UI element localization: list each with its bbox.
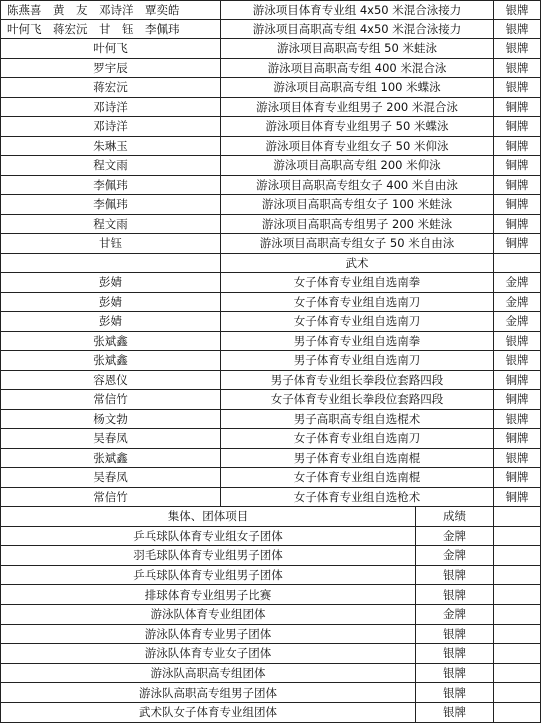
athlete-name: 邓诗洋 (0, 98, 221, 117)
empty-cell (494, 625, 541, 644)
medal: 金牌 (494, 293, 541, 312)
table-row (0, 39, 541, 59)
empty-cell (494, 566, 541, 585)
table-row (0, 59, 541, 79)
event-name: 男子高职高专组自选棍术 (221, 410, 494, 429)
empty-cell (494, 254, 541, 273)
event-name: 游泳项目高职高专组 100 米蝶泳 (221, 78, 494, 97)
medal: 银牌 (416, 683, 494, 702)
table-row (0, 176, 541, 196)
table-row (0, 195, 541, 215)
medal: 铜牌 (494, 488, 541, 507)
medal: 金牌 (494, 273, 541, 292)
athlete-name: 张斌鑫 (0, 332, 221, 351)
event-name: 游泳项目体育专业组女子 50 米仰泳 (221, 137, 494, 156)
table-row (0, 605, 541, 625)
empty-cell (494, 644, 541, 663)
medal: 银牌 (416, 703, 494, 722)
athlete-name: 彭婧 (0, 273, 221, 292)
athlete-name: 邓诗洋 (0, 117, 221, 136)
athlete-name: 彭婧 (0, 293, 221, 312)
team-event-name: 乒乓球队体育专业组男子团体 (0, 566, 416, 585)
medal: 银牌 (494, 410, 541, 429)
medal: 银牌 (494, 39, 541, 58)
event-name: 女子体育专业组自选南刀 (221, 312, 494, 331)
empty-cell (494, 507, 541, 526)
event-name: 男子体育专业组自选南棍 (221, 449, 494, 468)
athlete-name: 程文雨 (0, 156, 221, 175)
event-name: 游泳项目体育专业组男子 50 米蝶泳 (221, 117, 494, 136)
table-row (0, 273, 541, 293)
medal: 铜牌 (494, 98, 541, 117)
table-row (0, 312, 541, 332)
athlete-name: 常信竹 (0, 488, 221, 507)
table-row (0, 156, 541, 176)
table-row (0, 429, 541, 449)
table-row (0, 585, 541, 605)
event-name: 游泳项目高职高专组男子 200 米蛙泳 (221, 215, 494, 234)
event-name: 女子体育专业组自选南刀 (221, 293, 494, 312)
table-row (0, 664, 541, 684)
event-name: 女子体育专业组自选南棍 (221, 468, 494, 487)
empty-cell (494, 546, 541, 565)
event-name: 游泳项目高职高专组 4x50 米混合泳接力 (221, 20, 494, 39)
team-section-title: 集体、团体项目 (0, 507, 416, 526)
table-row (0, 332, 541, 352)
table-row (0, 98, 541, 118)
event-name: 女子体育专业组自选枪术 (221, 488, 494, 507)
event-name: 游泳项目高职高专组女子 400 米自由泳 (221, 176, 494, 195)
table-row (0, 234, 541, 254)
table-row (0, 0, 541, 20)
table-row (0, 371, 541, 391)
medal: 银牌 (416, 566, 494, 585)
medal: 铜牌 (494, 176, 541, 195)
table-row (0, 390, 541, 410)
event-name: 游泳项目体育专业组男子 200 米混合泳 (221, 98, 494, 117)
athlete-name: 张斌鑫 (0, 351, 221, 370)
table-row (0, 293, 541, 313)
medal: 铜牌 (494, 390, 541, 409)
athlete-name: 甘钰 (0, 234, 221, 253)
medal: 铜牌 (494, 156, 541, 175)
table-row (0, 703, 541, 723)
table-row (0, 683, 541, 703)
medal: 铜牌 (494, 137, 541, 156)
table-row (0, 117, 541, 137)
medal: 银牌 (494, 332, 541, 351)
table-row (0, 468, 541, 488)
table-row (0, 215, 541, 235)
empty-cell (494, 683, 541, 702)
table-row (0, 527, 541, 547)
team-event-name: 游泳队体育专业组团体 (0, 605, 416, 624)
athlete-name: 罗宇辰 (0, 59, 221, 78)
event-name: 男子体育专业组自选南刀 (221, 351, 494, 370)
table-row (0, 644, 541, 664)
medal: 铜牌 (494, 215, 541, 234)
event-name: 女子体育专业组长拳段位套路四段 (221, 390, 494, 409)
event-name: 游泳项目高职高专组 200 米仰泳 (221, 156, 494, 175)
event-name: 男子体育专业组自选南拳 (221, 332, 494, 351)
table-row (0, 566, 541, 586)
medal: 铜牌 (494, 117, 541, 136)
medal: 铜牌 (494, 429, 541, 448)
athlete-name: 蒋宏沅 (0, 78, 221, 97)
team-event-name: 乒乓球队体育专业组女子团体 (0, 527, 416, 546)
empty-cell (494, 703, 541, 722)
table-row (0, 20, 541, 40)
athlete-name: 吴春凤 (0, 429, 221, 448)
athlete-name: 李佩玮 (0, 195, 221, 214)
athlete-name: 杨文勃 (0, 410, 221, 429)
athlete-name: 叶何飞 蒋宏沅 甘 钰 李佩玮 (0, 20, 221, 39)
medal: 银牌 (416, 625, 494, 644)
event-name: 游泳项目高职高专组女子 100 米蛙泳 (221, 195, 494, 214)
medal: 银牌 (416, 585, 494, 604)
empty-cell (494, 605, 541, 624)
athlete-name: 容恩仪 (0, 371, 221, 390)
section-header-row (0, 254, 541, 274)
medal: 铜牌 (494, 234, 541, 253)
medal: 银牌 (494, 78, 541, 97)
medal: 金牌 (494, 312, 541, 331)
medal: 银牌 (494, 351, 541, 370)
athlete-name: 张斌鑫 (0, 449, 221, 468)
team-header-row (0, 507, 541, 527)
medal: 金牌 (416, 546, 494, 565)
team-event-name: 羽毛球队体育专业组男子团体 (0, 546, 416, 565)
medal: 铜牌 (494, 468, 541, 487)
athlete-name: 李佩玮 (0, 176, 221, 195)
empty-cell (494, 664, 541, 683)
event-name: 女子体育专业组自选南刀 (221, 429, 494, 448)
team-event-name: 游泳队体育专业女子团体 (0, 644, 416, 663)
medal: 铜牌 (494, 195, 541, 214)
table-row (0, 351, 541, 371)
athlete-name: 程文雨 (0, 215, 221, 234)
result-column-header: 成绩 (416, 507, 494, 526)
table-row (0, 546, 541, 566)
table-row (0, 625, 541, 645)
event-name: 女子体育专业组自选南拳 (221, 273, 494, 292)
athlete-name: 陈燕喜 黄 友 邓诗洋 覃奕皓 (0, 1, 221, 19)
team-event-name: 武术队女子体育专业组团体 (0, 703, 416, 722)
event-name: 游泳项目高职高专组 50 米蛙泳 (221, 39, 494, 58)
medal: 银牌 (494, 20, 541, 39)
event-name: 游泳项目高职高专组女子 50 米自由泳 (221, 234, 494, 253)
medal: 金牌 (416, 527, 494, 546)
table-row (0, 488, 541, 508)
table-row (0, 410, 541, 430)
section-title: 武术 (221, 254, 494, 273)
medal: 金牌 (416, 605, 494, 624)
athlete-name: 彭婧 (0, 312, 221, 331)
athlete-name: 吴春凤 (0, 468, 221, 487)
athlete-name: 朱琳玉 (0, 137, 221, 156)
event-name: 游泳项目体育专业组 4x50 米混合泳接力 (221, 1, 494, 19)
medal: 银牌 (416, 664, 494, 683)
table-row (0, 78, 541, 98)
medal: 铜牌 (494, 371, 541, 390)
empty-cell (494, 585, 541, 604)
athlete-name: 叶何飞 (0, 39, 221, 58)
medal: 银牌 (494, 59, 541, 78)
medal: 银牌 (416, 644, 494, 663)
team-event-name: 游泳队高职高专组男子团体 (0, 683, 416, 702)
table-row (0, 137, 541, 157)
event-name: 游泳项目高职高专组 400 米混合泳 (221, 59, 494, 78)
medal: 银牌 (494, 1, 541, 19)
empty-cell (0, 254, 221, 273)
team-event-name: 游泳队体育专业男子团体 (0, 625, 416, 644)
table-row (0, 449, 541, 469)
team-event-name: 游泳队高职高专组团体 (0, 664, 416, 683)
event-name: 男子体育专业组长拳段位套路四段 (221, 371, 494, 390)
team-event-name: 排球体育专业组男子比赛 (0, 585, 416, 604)
athlete-name: 常信竹 (0, 390, 221, 409)
empty-cell (494, 527, 541, 546)
medal: 银牌 (494, 449, 541, 468)
